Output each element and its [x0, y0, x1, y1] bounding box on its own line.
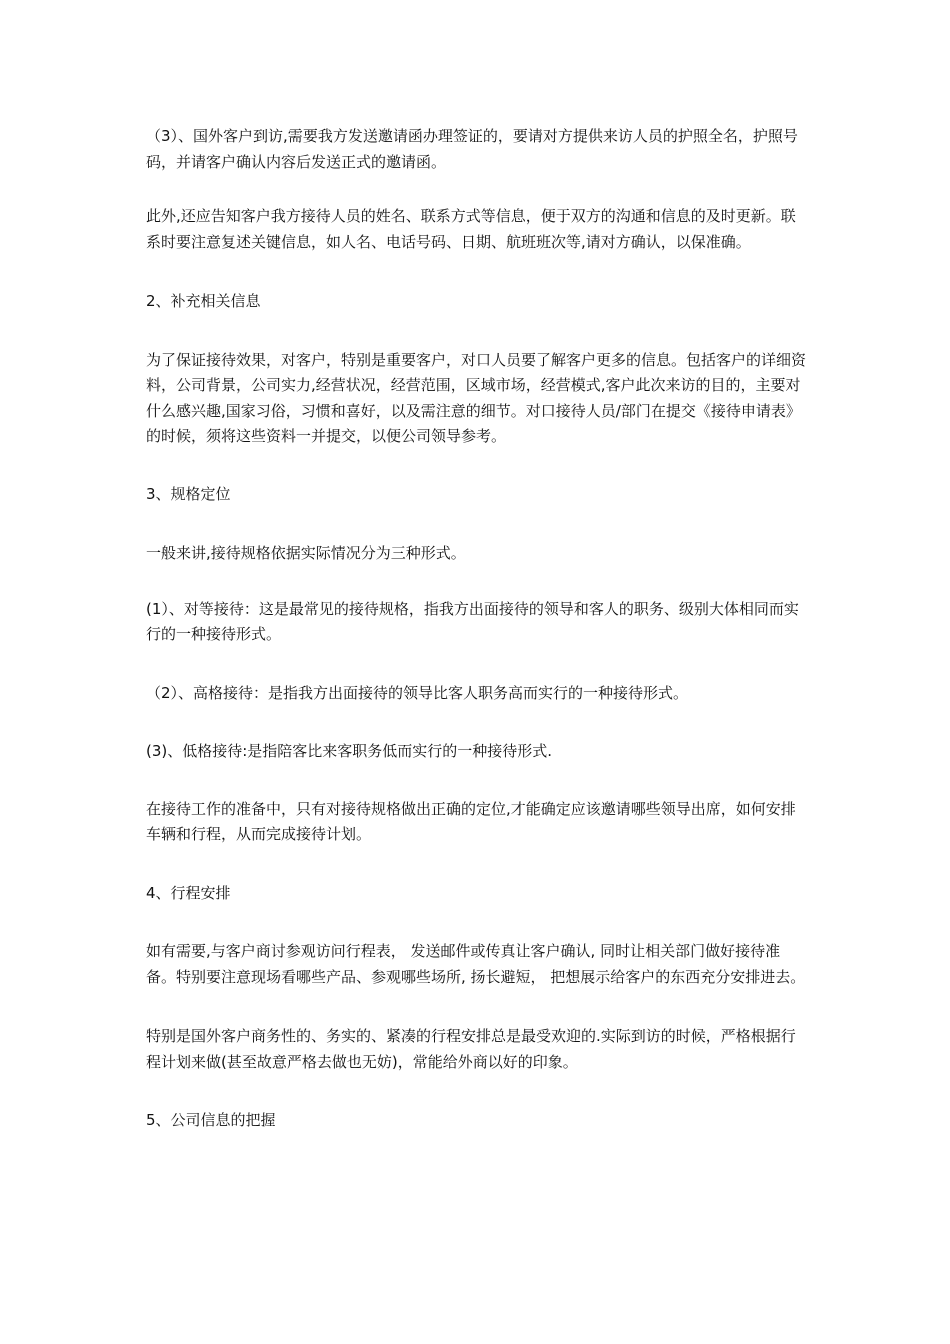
paragraph-high-reception: （2）、高格接待：是指我方出面接待的领导比客人职务高而实行的一种接待形式。 [146, 683, 689, 702]
paragraph-three-forms: 一般来讲,接待规格依据实际情况分为三种形式。 [146, 544, 466, 562]
paragraph-contact-info: 此外,还应告知客户我方接待人员的姓名、联系方式等信息，便于双方的沟通和信息的及时更新。联系时要注意复述关键信息，如人名、电话号码、日期、航班班次等,请对方确认，以保准确。 [146, 207, 796, 251]
heading-reception-level: 3、规格定位 [146, 484, 231, 503]
paragraph-foreign-customers: 特别是国外客户商务性的、务实的、紧凑的行程安排总是最受欢迎的.实际到访的时候，严格根据行程计划来做(甚至故意严格去做也无妨)，常能给外商以好的印象。 [146, 1027, 796, 1071]
heading-itinerary: 4、行程安排 [146, 883, 231, 902]
document-body [146, 124, 808, 1134]
paragraph-equal-reception: (1）、对等接待：这是最常见的接待规格，指我方出面接待的领导和客人的职务、级别大体相同而实行的一种接待形式。 [146, 599, 799, 643]
paragraph-low-reception: (3)、低格接待:是指陪客比来客职务低而实行的一种接待形式. [146, 742, 553, 760]
paragraph-itinerary-arrangement: 如有需要,与客户商讨参观访问行程表， 发送邮件或传真让客户确认, 同时让相关部门做好接待准备。特别要注意现场看哪些产品、参观哪些场所, 扬长避短， 把想展示给客户的东西充分安排进去。 [146, 942, 806, 986]
heading-company-info: 5、公司信息的把握 [146, 1111, 276, 1129]
paragraph-reception-plan: 在接待工作的准备中，只有对接待规格做出正确的定位,才能确定应该邀请哪些领导出席，如何安排车辆和行程，从而完成接待计划。 [146, 799, 796, 843]
heading-supplementary-info: 2、补充相关信息 [146, 292, 261, 310]
paragraph-customer-details: 为了保证接待效果，对客户，特别是重要客户，对口人员要了解客户更多的信息。包括客户的详细资料，公司背景，公司实力,经营状况，经营范围，区域市场，经营模式,客户此次来访的目的，主要对什么感兴趣,国家习俗，习惯和喜好，以及需注意的细节。对口接待人员/部门在提交《接待申请表》的时候，须将这些资料一并提交，以便公司领导参考。 [146, 350, 807, 445]
paragraph-invitation-letter: （3）、国外客户到访,需要我方发送邀请函办理签证的，要请对方提供来访人员的护照全名，护照号码，并请客户确认内容后发送正式的邀请函。 [146, 127, 798, 171]
